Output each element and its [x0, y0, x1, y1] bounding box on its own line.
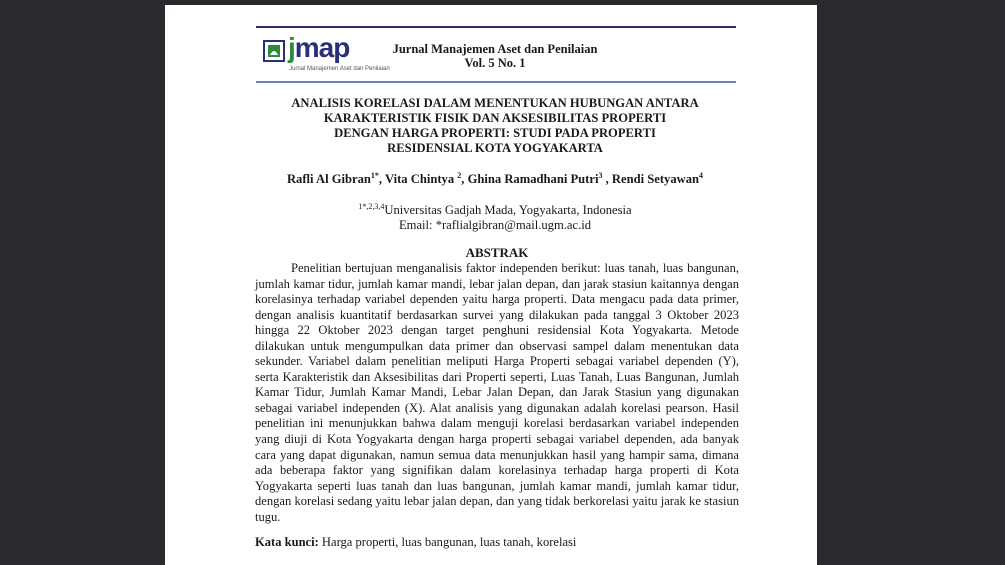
header-rule-bottom — [256, 81, 736, 83]
document-page — [165, 5, 817, 565]
affiliation-line — [205, 203, 785, 218]
author-sup: 1* — [370, 170, 379, 180]
author-name: Rendi Setyawan — [611, 172, 700, 186]
paper-title — [245, 96, 745, 156]
author-sup: 2 — [457, 170, 462, 180]
title-line: KARAKTERISTIK FISIK DAN AKSESIBILITAS PROPERTI — [323, 111, 667, 125]
logo-wordmark-j: j — [288, 32, 295, 63]
title-line: RESIDENSIAL KOTA YOGYAKARTA — [387, 141, 603, 155]
abstract-heading: ABSTRAK — [465, 245, 529, 260]
author-list: Rafli Al Gibran$^{1*}$, Vita Chintya $^2$, Ghina Ramadhani Putri$^3$ , Rendi Setyawan$^4$ — [286, 170, 704, 186]
keywords-list: Harga properti, luas bangunan, luas tanah, korelasi — [318, 535, 577, 550]
author-sup: 4 — [699, 170, 704, 180]
author-sup: 3 — [598, 170, 603, 180]
abstract-section — [255, 245, 739, 551]
journal-volume: Vol. 5 No. 1 — [464, 56, 526, 70]
title-line: DENGAN HARGA PROPERTI: STUDI PADA PROPERTI — [334, 126, 656, 140]
affiliation-block — [205, 203, 785, 233]
author-name: Ghina Ramadhani Putri — [467, 172, 599, 186]
affiliation: Universitas Gadjah Mada, Yogyakarta, Indonesia — [384, 203, 632, 217]
journal-name: Jurnal Manajemen Aset dan Penilaian — [392, 42, 598, 56]
logo-wordmark — [288, 32, 349, 64]
author-name: Vita Chintya — [384, 172, 458, 186]
logo-subtitle: Jurnal Manajemen Aset dan Penilaian — [289, 66, 390, 72]
author-email: Email: *raflialgibran@mail.ugm.ac.id — [398, 218, 592, 232]
journal-logo — [263, 32, 390, 78]
affiliation-sup: 1*,2,3,4 — [358, 201, 385, 211]
title-line: ANALISIS KORELASI DALAM MENENTUKAN HUBUNGAN ANTARA — [291, 96, 699, 110]
author-name: Rafli Al Gibran — [286, 172, 371, 186]
keywords — [255, 535, 739, 551]
abstract-body: Penelitian bertujuan menganalisis faktor independen berikut: luas tanah, luas bangunan, jumlah kamar tidur, jumlah kamar mandi, lebar jalan depan, dan jarak stasiun kaitannya dengan korelasinya terhadap variabel dependen yaitu harga properti. Data mengacu pada data primer, dengan analisis kuantitatif berdasarkan survei yang dilakukan pada tanggal 3 Oktober 2023 hingga 22 Oktober 2023 dengan target penghuni residensial Kota Yogyakarta. Metode dilakukan untuk mengumpulkan data primer dan observasi sampel dalam menentukan data sekunder. Variabel dalam penelitian meliputi Harga Properti sebagai variabel dependen (Y), serta Karakteristik dan Aksesibilitas dari Properti seperti, Luas Tanah, Luas Bangunan, Jumlah Kamar Tidur, Jumlah Kamar Mandi, Lebar Jalan Depan, dan Jarak Stasiun yang digunakan sebagai variabel independen (X). Alat analisis yang digunakan adalah korelasi pearson. Hasil penelitian ini menunjukkan bahwa dalam menguji korelasi berdasarkan variabel independen yang diuji di Kota Yogyakarta dengan harga properti sebagai variabel dependen, ada banyak cara yang dapat digunakan, namun semua data menunjukkan hasil yang hampir sama, dimana ada beberapa faktor yang signifikan dalam korelasinya terhadap harga properti di Kota Yogyakarta seperti luas tanah dan luas bangunan, jumlah kamar mandi, jumlah kamar tidur, dengan korelasi sedang yaitu lebar jalan depan, dan yang tidak berkorelasi yaitu jarak ke stasiun tugu. — [255, 261, 739, 524]
jmap-emblem-icon — [263, 40, 285, 62]
journal-header — [385, 42, 605, 70]
logo-wordmark-rest: map — [294, 32, 350, 63]
header-rule-top — [256, 26, 736, 28]
keywords-label: Kata kunci: — [255, 535, 319, 550]
